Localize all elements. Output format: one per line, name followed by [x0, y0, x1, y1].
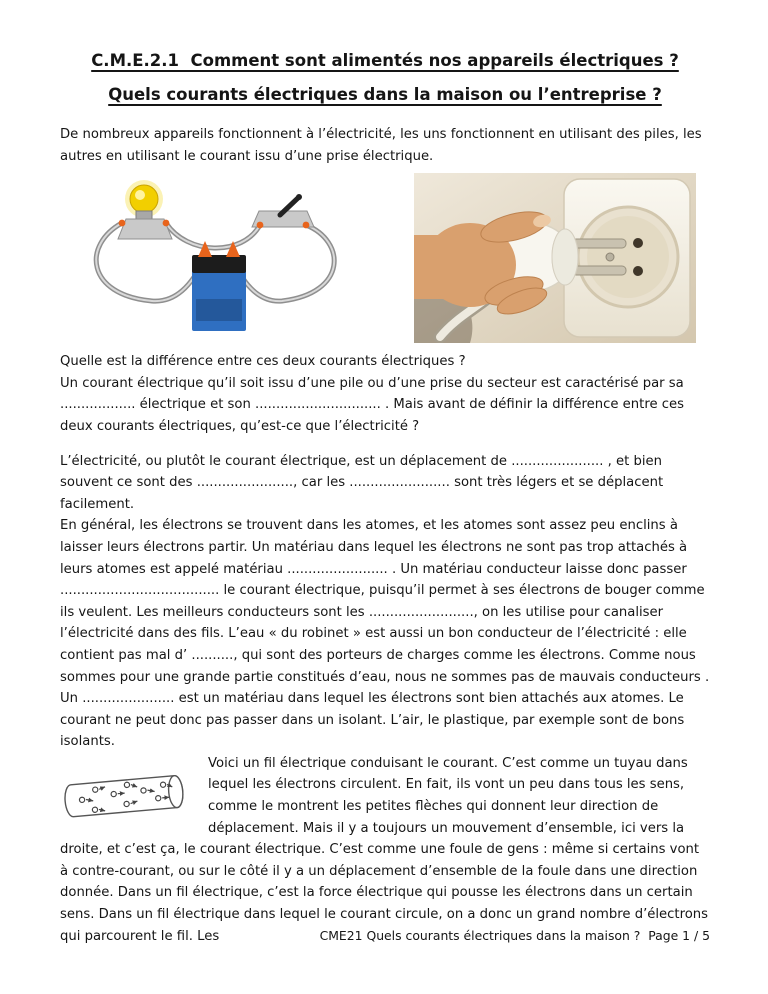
document-title — [60, 44, 710, 112]
title-line-1: C.M.E.2.1 Comment sont alimentés nos appareils électriques ? — [91, 51, 679, 70]
figures-row — [60, 173, 710, 343]
wire-paragraph: Voici un fil électrique conduisant le courant. C’est comme un tuyau dans lequel les électrons circulent. En fait, ils vont un peu dans tous les sens, comme le montrent les petites flèches qui donnent leur direction de déplacement. Mais il y a toujours un mouvement d’ensemble, ici vers la droite, et c’est ça, le courant électrique. C’est comme une foule de gens : même si certains vont à contre-courant, ou sur le côté il y a un déplacement d’ensemble de la foule dans une direction donnée. Dans un fil électrique, c’est la force électrique qui pousse les électrons dans un certain sens. Dans un fil électrique dans lequel le courant circule, on a donc un grand nombre d’électrons qui parcourent le fil. Les — [60, 755, 709, 944]
insulators-paragraph: Un ...................... est un matériau dans lequel les électrons sont bien attachés aux atomes. Le courant ne peut donc pas passer dans un isolant. L’air, le plastique, par exemple sont de bons isolants. — [60, 691, 685, 750]
lamp — [118, 180, 172, 239]
conductors-paragraph: En général, les électrons se trouvent dans les atomes, et les atomes sont assez peu enclins à laisser leurs électrons partir. Un matériau dans lequel les électrons ne sont pas trop attachés à leurs atomes est appelé matériau ........................ . Un matériau conducteur laisse donc passer ...................................... le courant électrique, puisqu’il permet à ses électrons de bouger comme ils veulent. Les meilleurs conducteurs sont les ........................., on les utilise pour canaliser l’électricité dans des fils. L’eau « du robinet » est aussi un bon conducteur de l’électricité : elle contient pas mal d’ .........., qui sont des porteurs de charges comme les électrons. Comme nous sommes pour une grande partie constitués d’eau, nous ne sommes pas de mauvais conducteurs . — [60, 518, 710, 685]
question-paragraph: Quelle est la différence entre ces deux courants électriques ? — [60, 354, 466, 370]
battery — [192, 241, 246, 331]
displacement-paragraph: L’électricité, ou plutôt le courant électrique, est un déplacement de ...................... , et bien souvent ce sont des ......................., car les ........................ sont très légers et se déplacent facilement. — [60, 453, 664, 512]
plug-photo-figure — [414, 173, 696, 343]
wire-sketch-figure — [60, 765, 192, 829]
wall-socket — [564, 179, 690, 337]
wire-tube — [64, 775, 184, 817]
characterise-paragraph: Un courant électrique qu’il soit issu d’une pile ou d’une prise du secteur est caractérisé par sa .................. électrique et son .............................. . Mais avant de définir la différence entre ces deux courants électriques, qu’est-ce que l’électricité ? — [60, 375, 684, 434]
title-line-2: Quels courants électriques dans la maison ou l’entreprise ? — [108, 85, 662, 104]
circuit-figure — [76, 173, 368, 339]
page-footer: CME21 Quels courants électriques dans la maison ? Page 1 / 5 — [319, 928, 710, 943]
switch — [252, 194, 314, 228]
wire-paragraph-block — [60, 753, 710, 947]
intro-paragraph: De nombreux appareils fonctionnent à l’électricité, les uns fonctionnent en utilisant des piles, les autres en utilisant le courant issu d’une prise électrique. — [60, 127, 702, 164]
